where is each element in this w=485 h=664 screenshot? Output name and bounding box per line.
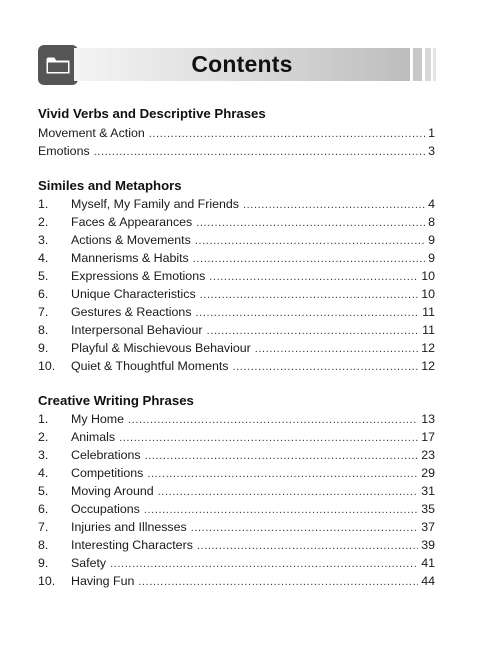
toc-entry[interactable] [38, 554, 435, 572]
toc-entry[interactable] [38, 321, 435, 339]
toc-entry[interactable] [38, 536, 435, 554]
toc-entry[interactable] [38, 195, 435, 213]
toc-entry[interactable] [38, 231, 435, 249]
entry-page: 1 [428, 126, 435, 140]
toc-entry[interactable] [38, 303, 435, 321]
section-heading: Creative Writing Phrases [38, 393, 194, 408]
entry-title: Mannerisms & Habits [71, 251, 189, 265]
toc-entry[interactable] [38, 446, 435, 464]
contents-header [38, 45, 436, 85]
entry-number: 9. [38, 341, 49, 355]
toc-entry[interactable] [38, 410, 435, 428]
dot-leader [128, 411, 418, 429]
entry-page: 41 [421, 556, 435, 570]
entry-title: Unique Characteristics [71, 287, 196, 301]
entry-number: 3. [38, 448, 49, 462]
toc-entry[interactable] [38, 285, 435, 303]
dot-leader [197, 537, 418, 555]
entry-page: 9 [428, 233, 435, 247]
entry-title: Myself, My Family and Friends [71, 197, 239, 211]
dot-leader [110, 555, 418, 573]
entry-page: 17 [421, 430, 435, 444]
entry-page: 8 [428, 215, 435, 229]
entry-title: Celebrations [71, 448, 141, 462]
header-stripe [413, 48, 422, 81]
entry-number: 1. [38, 412, 49, 426]
entry-page: 11 [422, 323, 435, 337]
entry-page: 29 [421, 466, 435, 480]
entry-number: 7. [38, 305, 49, 319]
dot-leader [119, 429, 418, 447]
section-heading: Similes and Metaphors [38, 178, 182, 193]
entry-title: Playful & Mischievous Behaviour [71, 341, 251, 355]
entry-title: Expressions & Emotions [71, 269, 206, 283]
dot-leader [138, 573, 418, 591]
entry-number: 8. [38, 323, 49, 337]
toc-section [38, 105, 435, 160]
entry-title: Animals [71, 430, 116, 444]
toc-entry[interactable] [38, 142, 435, 160]
entry-title: Occupations [71, 502, 140, 516]
entry-number: 10. [38, 359, 56, 373]
entry-title: Actions & Movements [71, 233, 191, 247]
dot-leader [233, 358, 419, 376]
dot-leader [200, 286, 419, 304]
toc-entry[interactable] [38, 518, 435, 536]
entry-title: My Home [71, 412, 125, 426]
dot-leader [196, 214, 425, 232]
folder-icon-box [38, 45, 78, 85]
toc-section [38, 177, 435, 375]
entry-page: 39 [421, 538, 435, 552]
entry-page: 4 [428, 197, 435, 211]
entry-title: Moving Around [71, 484, 154, 498]
entry-page: 23 [421, 448, 435, 462]
entry-page: 12 [421, 359, 435, 373]
dot-leader [144, 501, 418, 519]
table-of-contents [38, 105, 435, 607]
entry-title: Competitions [71, 466, 144, 480]
entry-number: 7. [38, 520, 49, 534]
toc-entry[interactable] [38, 357, 435, 375]
header-stripe [425, 48, 431, 81]
dot-leader [243, 196, 425, 214]
entry-title: Injuries and Illnesses [71, 520, 187, 534]
entry-title: Movement & Action [38, 126, 145, 140]
toc-entry[interactable] [38, 267, 435, 285]
entry-number: 3. [38, 233, 49, 247]
toc-section [38, 392, 435, 590]
dot-leader [145, 447, 419, 465]
entry-page: 35 [421, 502, 435, 516]
page-title: Contents [191, 51, 293, 77]
entry-page: 13 [421, 412, 435, 426]
dot-leader [158, 483, 419, 501]
toc-entry[interactable] [38, 572, 435, 590]
entry-page: 10 [421, 287, 435, 301]
entry-number: 6. [38, 287, 49, 301]
entry-title: Emotions [38, 144, 90, 158]
dot-leader [207, 322, 420, 340]
dot-leader [255, 340, 418, 358]
dot-leader [193, 250, 425, 268]
toc-entry[interactable] [38, 339, 435, 357]
dot-leader [147, 465, 418, 483]
dot-leader [191, 519, 418, 537]
entry-number: 9. [38, 556, 49, 570]
entry-title: Interesting Characters [71, 538, 193, 552]
entry-number: 5. [38, 269, 49, 283]
folder-icon [46, 56, 70, 74]
toc-entry[interactable] [38, 428, 435, 446]
toc-entry[interactable] [38, 482, 435, 500]
dot-leader [94, 143, 425, 161]
section-heading: Vivid Verbs and Descriptive Phrases [38, 106, 266, 121]
entry-page: 31 [421, 484, 435, 498]
entry-page: 12 [421, 341, 435, 355]
entry-title: Having Fun [71, 574, 135, 588]
toc-entry[interactable] [38, 124, 435, 142]
dot-leader [196, 304, 420, 322]
entry-number: 4. [38, 251, 49, 265]
entry-title: Quiet & Thoughtful Moments [71, 359, 229, 373]
entry-number: 2. [38, 215, 49, 229]
entry-number: 8. [38, 538, 49, 552]
entry-number: 10. [38, 574, 56, 588]
header-stripe [433, 48, 436, 81]
entry-number: 5. [38, 484, 49, 498]
entry-title: Safety [71, 556, 107, 570]
entry-page: 10 [421, 269, 435, 283]
toc-entry[interactable] [38, 464, 435, 482]
entry-page: 44 [421, 574, 435, 588]
entry-number: 4. [38, 466, 49, 480]
dot-leader [209, 268, 418, 286]
entry-title: Interpersonal Behaviour [71, 323, 203, 337]
dot-leader [149, 125, 425, 143]
entry-number: 1. [38, 197, 49, 211]
entry-page: 37 [421, 520, 435, 534]
entry-page: 11 [422, 305, 435, 319]
entry-page: 9 [428, 251, 435, 265]
entry-title: Gestures & Reactions [71, 305, 192, 319]
entry-number: 6. [38, 502, 49, 516]
entry-number: 2. [38, 430, 49, 444]
dot-leader [195, 232, 425, 250]
entry-page: 3 [428, 144, 435, 158]
toc-entry[interactable] [38, 500, 435, 518]
toc-entry[interactable] [38, 213, 435, 231]
entry-title: Faces & Appearances [71, 215, 193, 229]
toc-entry[interactable] [38, 249, 435, 267]
